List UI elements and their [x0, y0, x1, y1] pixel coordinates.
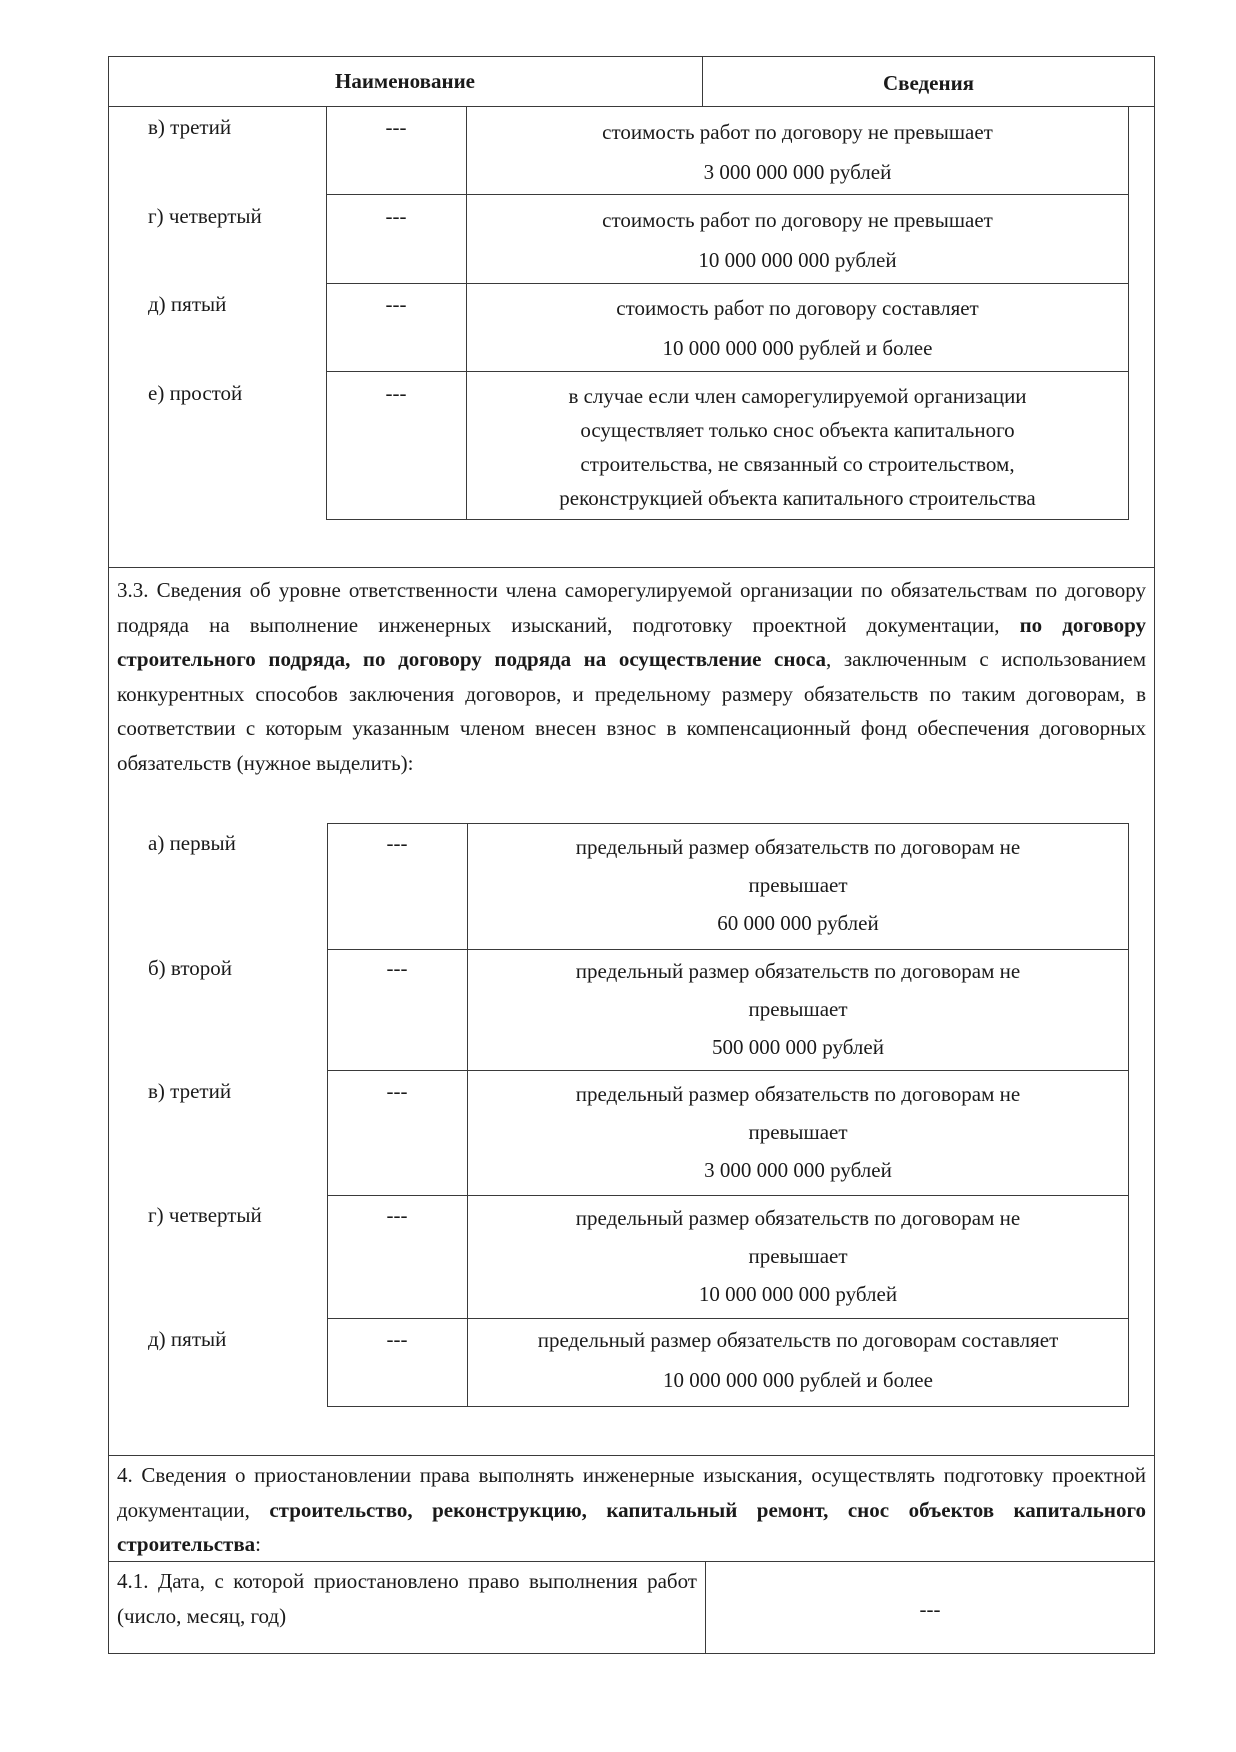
section-4-rule [108, 1455, 1155, 1456]
row-rule [326, 283, 1129, 284]
heading-text: : [255, 1532, 262, 1556]
desc-amount: 10 000 000 000 рублей [698, 1282, 898, 1306]
level-label: д) пятый [148, 292, 227, 316]
desc-line: предельный размер обязательств по договорам составляет [537, 1328, 1059, 1352]
level-mark[interactable]: --- [386, 956, 408, 980]
row-rule [327, 1195, 1129, 1196]
level-desc [466, 379, 1129, 515]
row-rule [327, 949, 1129, 950]
level-desc [466, 288, 1129, 368]
row-rule [326, 371, 1129, 372]
desc-line: стоимость работ по договору не превышает [602, 208, 993, 232]
desc-amount: 500 000 000 рублей [712, 1035, 884, 1059]
desc-line: превышает [748, 1120, 848, 1144]
heading-text-bold: по договору строительного подряда, по договору подряда на осуществление сноса [117, 612, 1146, 671]
desc-amount: 10 000 000 000 рублей и более [662, 336, 933, 360]
level-mark[interactable]: --- [385, 292, 407, 316]
level-label: д) пятый [148, 1327, 227, 1351]
desc-line: превышает [748, 1244, 848, 1268]
desc-amount: 10 000 000 000 рублей [698, 248, 897, 272]
desc-line: предельный размер обязательств по договорам не [575, 835, 1021, 859]
level-desc [467, 828, 1129, 942]
level-mark[interactable]: --- [386, 831, 408, 855]
level-label: в) третий [148, 1079, 232, 1103]
level-label: в) третий [148, 115, 232, 139]
desc-line: превышает [748, 873, 848, 897]
desc-line: в случае если член саморегулируемой организации [568, 384, 1027, 408]
item-4-1-rule [108, 1561, 1155, 1562]
heading-text: , заключенным с использованием конкурентных способов заключения договоров, и предельному размеру обязательств по таким договорам, в соответствии с которым указанным членом внесен взнос в компенсационный фонд обеспечения договорных обязательств (нужное выделить): [117, 647, 1147, 775]
level-label: е) простой [148, 381, 243, 405]
desc-line: стоимость работ по договору составляет [616, 296, 979, 320]
desc-line: осуществляет только снос объекта капитального [580, 418, 1015, 442]
level-mark[interactable]: --- [385, 115, 407, 139]
desc-amount: 60 000 000 рублей [717, 911, 879, 935]
desc-line: предельный размер обязательств по договорам не [575, 1206, 1021, 1230]
level-desc [467, 1075, 1129, 1189]
desc-line: стоимость работ по договору не превышает [602, 120, 993, 144]
item-4-1-value[interactable]: --- [919, 1597, 941, 1621]
level-desc [467, 1199, 1129, 1313]
row-rule [327, 1070, 1129, 1071]
level-desc [467, 1320, 1129, 1400]
level-label: г) четвертый [148, 204, 262, 228]
row-rule [326, 194, 1129, 195]
header-col-name: Наименование [335, 69, 475, 93]
section-3-3-rule [108, 567, 1155, 568]
desc-line: строительства, не связанный со строительством, [580, 452, 1015, 476]
section-3-3-heading [117, 573, 1146, 780]
level-desc [467, 952, 1129, 1066]
desc-line: предельный размер обязательств по договорам не [575, 959, 1021, 983]
level-mark[interactable]: --- [386, 1327, 408, 1351]
desc-amount: 3 000 000 000 рублей [704, 1158, 892, 1182]
heading-text: 4. Сведения о приостановлении права выполнять инженерные изыскания, осуществлять подготовку проектной документации, [117, 1463, 1146, 1522]
desc-line: превышает [748, 997, 848, 1021]
desc-amount: 3 000 000 000 рублей [703, 160, 892, 184]
level-mark[interactable]: --- [386, 1203, 408, 1227]
desc-line: предельный размер обязательств по договорам не [575, 1082, 1021, 1106]
level-desc [466, 200, 1129, 280]
item-4-1-label: 4.1. Дата, с которой приостановлено право выполнения работ (число, месяц, год) [117, 1569, 697, 1628]
heading-text: 3.3. Сведения об уровне ответственности члена саморегулируемой организации по обязательствам по договору подряда на выполнение инженерных изысканий, подготовку проектной документации, [117, 578, 1146, 637]
section-4-heading [117, 1458, 1146, 1562]
header-col-info: Сведения [882, 71, 975, 95]
level-label: г) четвертый [148, 1203, 262, 1227]
level-label: б) второй [148, 956, 232, 980]
level-mark[interactable]: --- [386, 1079, 408, 1103]
level-label: а) первый [148, 831, 236, 855]
heading-text-bold: строительство, реконструкцию, капитальный ремонт, снос объектов капитального строительства [117, 1497, 1146, 1556]
level-mark[interactable]: --- [385, 204, 407, 228]
row-rule [327, 1318, 1129, 1319]
level-desc [466, 112, 1129, 192]
desc-line: реконструкцией объекта капитального строительства [559, 486, 1036, 510]
desc-amount: 10 000 000 000 рублей и более [663, 1368, 933, 1392]
level-mark[interactable]: --- [385, 381, 407, 405]
